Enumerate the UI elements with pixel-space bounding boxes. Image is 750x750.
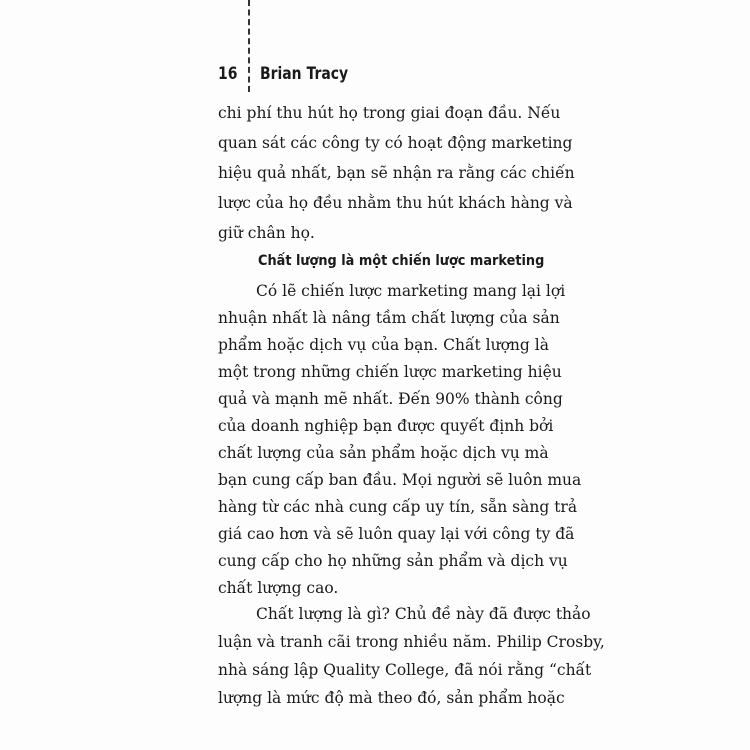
margin-dashed-line xyxy=(248,0,250,92)
text-line: của doanh nghiệp bạn được quyết định bởi xyxy=(218,417,554,435)
text-line: lượng là mức độ mà theo đó, sản phẩm hoặc xyxy=(218,689,565,707)
text-line: nhuận nhất là nâng tầm chất lượng của sản xyxy=(218,309,560,327)
text-line: Chất lượng là gì? Chủ đề này đã được thảo xyxy=(256,605,591,623)
text-line: chất lượng của sản phẩm hoặc dịch vụ mà xyxy=(218,444,549,462)
text-line: hiệu quả nhất, bạn sẽ nhận ra rằng các chiến xyxy=(218,164,575,182)
text-line: một trong những chiến lược marketing hiệu xyxy=(218,363,562,381)
text-line: chất lượng cao. xyxy=(218,579,339,597)
text-line: phẩm hoặc dịch vụ của bạn. Chất lượng là xyxy=(218,336,549,354)
text-line: bạn cung cấp ban đầu. Mọi người sẽ luôn mua xyxy=(218,471,582,489)
page-number: 16 xyxy=(218,64,238,84)
text-line: cung cấp cho họ những sản phẩm và dịch vụ xyxy=(218,552,568,570)
section-heading: Chất lượng là một chiến lược marketing xyxy=(258,253,545,269)
text-line: lược của họ đều nhằm thu hút khách hàng và xyxy=(218,194,573,212)
text-line: quả và mạnh mẽ nhất. Đến 90% thành công xyxy=(218,390,563,408)
text-line: quan sát các công ty có hoạt động marketing xyxy=(218,134,573,152)
text-line: Có lẽ chiến lược marketing mang lại lợi xyxy=(256,282,566,300)
text-line: giá cao hơn và sẽ luôn quay lại với công ty đã xyxy=(218,525,575,543)
text-line: hàng từ các nhà cung cấp uy tín, sẵn sàng trả xyxy=(218,498,578,516)
text-line: luận và tranh cãi trong nhiều năm. Philip Crosby, xyxy=(218,633,605,651)
text-line: giữ chân họ. xyxy=(218,224,315,242)
text-line: nhà sáng lập Quality College, đã nói rằng “chất xyxy=(218,661,592,679)
text-line: chi phí thu hút họ trong giai đoạn đầu. Nếu xyxy=(218,104,561,122)
running-header-author: Brian Tracy xyxy=(260,64,349,84)
